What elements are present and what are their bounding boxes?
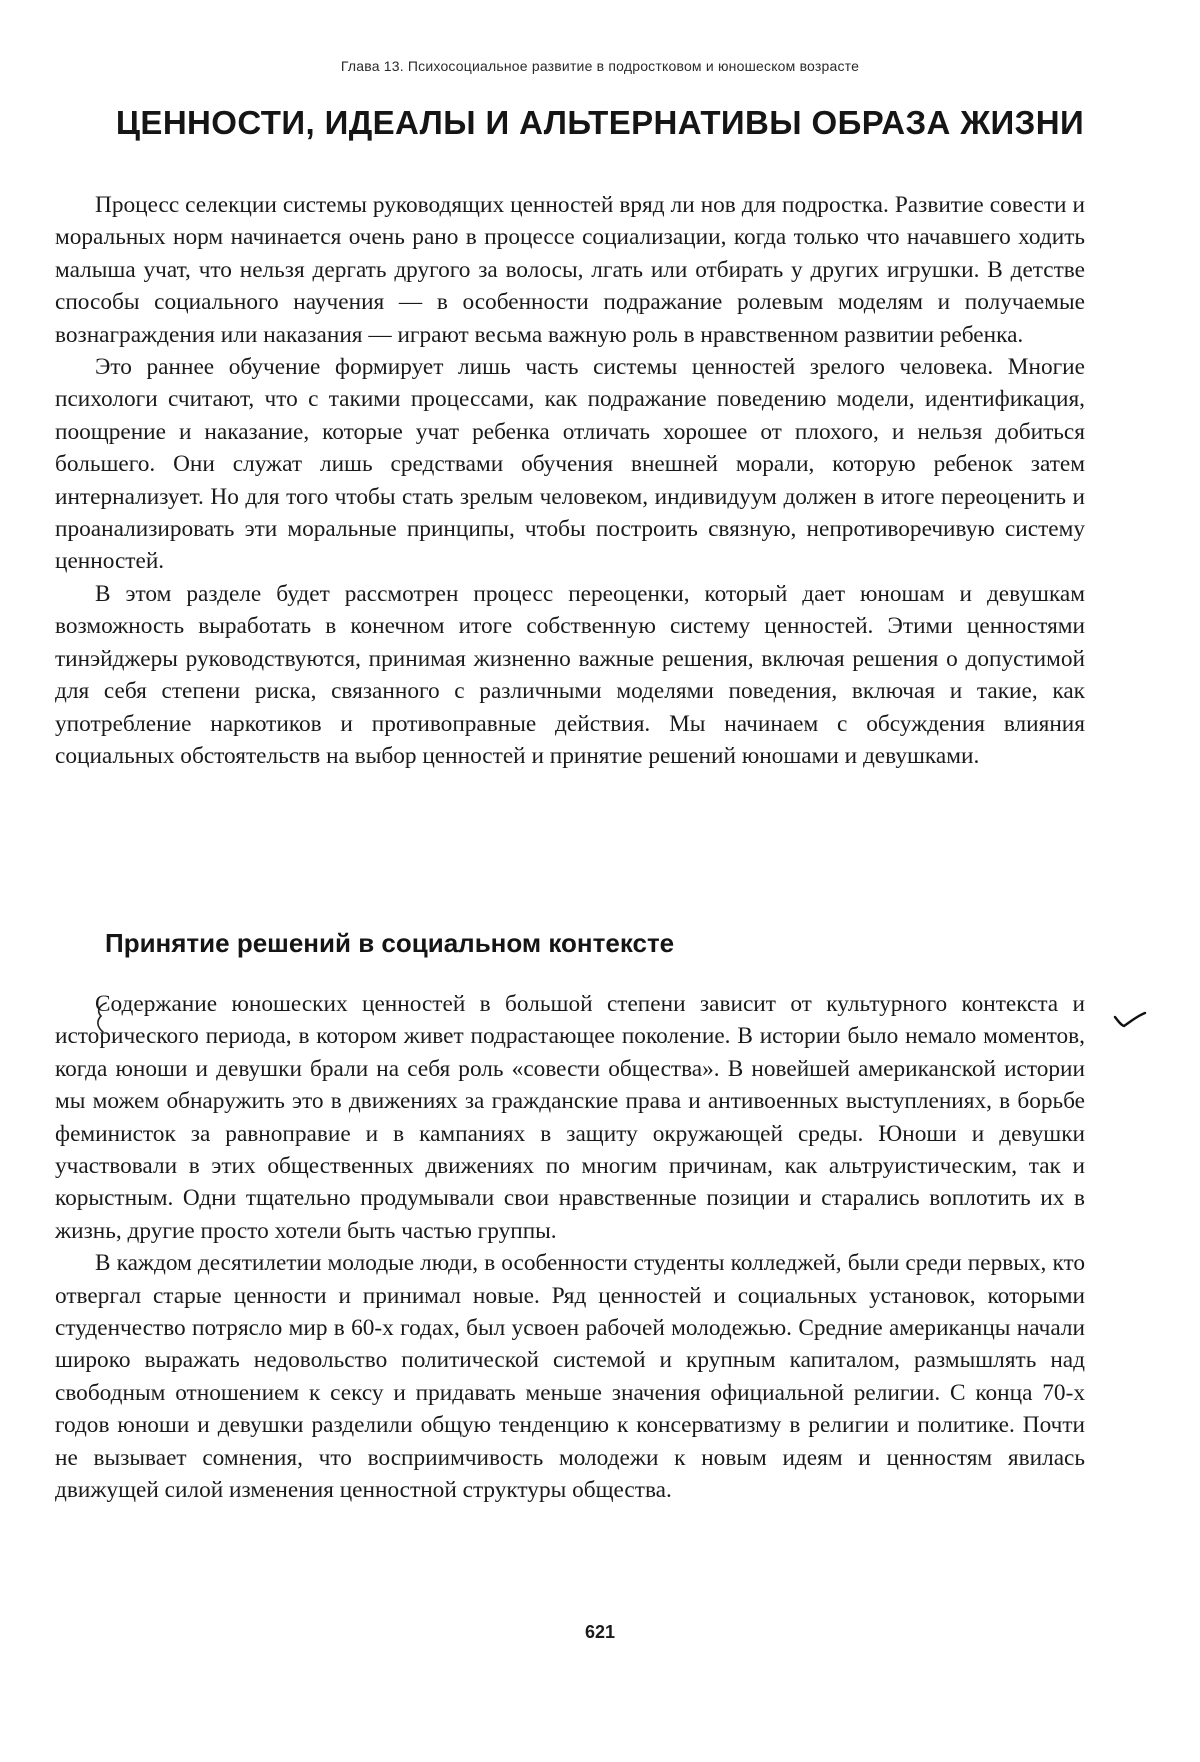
book-page — [0, 0, 1200, 1762]
paragraph: Это раннее обучение формирует лишь часть системы ценностей зрелого человека. Многие психологи считают, что с такими процессами, как подражание поведению модели, идентификация, поощрение и наказание, которые учат ребенка отличать хорошее от плохого, и нельзя добиться большего. Они служат лишь средствами обучения внешней морали, которую ребенок затем интернализует. Но для того чтобы стать зрелым человеком, индивидуум должен в итоге переоценить и проанализировать эти моральные принципы, чтобы построить связную, непротиворечивую систему ценностей. — [55, 351, 1085, 578]
paragraph: Содержание юношеских ценностей в большой степени зависит от культурного контекста и исторического периода, в котором живет подрастающее поколение. В истории было немало моментов, когда юноши и девушки брали на себя роль «совести общества». В новейшей американской истории мы можем обнаружить это в движениях за гражданские права и антивоенных выступлениях, в борьбе феминисток за равноправие и в кампаниях в защиту окружающей среды. Юноши и девушки участвовали в этих общественных движениях по многим причинам, как альтруистическим, так и корыстным. Одни тщательно продумывали свои нравственные позиции и старались воплотить их в жизнь, другие просто хотели быть частью группы. — [55, 988, 1085, 1247]
paragraph: В каждом десятилетии молодые люди, в особенности студенты колледжей, были среди первых, кто отвергал старые ценности и принимал новые. Ряд ценностей и социальных установок, которыми студенчество потрясло мир в 60-х годах, был усвоен рабочей молодежью. Средние американцы начали широко выражать недовольство политической системой и крупным капиталом, размышлять над свободным отношением к сексу и придавать меньше значения официальной религии. С конца 70-х годов юноши и девушки разделили общую тенденцию к консерватизму в религии и политике. Почти не вызывает сомнения, что восприимчивость молодежи к новым идеям и ценностям явилась движущей силой изменения ценностной структуры общества. — [55, 1247, 1085, 1506]
page-number: 621 — [0, 1622, 1200, 1643]
section-two-body — [55, 988, 1085, 1507]
paragraph: В этом разделе будет рассмотрен процесс переоценки, который дает юношам и девушкам возможность выработать в конечном итоге собственную систему ценностей. Этими ценностями тинэйджеры руководствуются, принимая жизненно важные решения, включая решения о допустимой для себя степени риска, связанного с различными моделями поведения, включая и такие, как употребление наркотиков и противоправные действия. Мы начинаем с обсуждения влияния социальных обстоятельств на выбор ценностей и принятие решений юношами и девушками. — [55, 578, 1085, 772]
chapter-title: ЦЕННОСТИ, ИДЕАЛЫ И АЛЬТЕРНАТИВЫ ОБРАЗА ЖИЗНИ — [100, 104, 1100, 142]
running-header: Глава 13. Психосоциальное развитие в подростковом и юношеском возрасте — [150, 58, 1050, 74]
handwritten-check-mark — [1112, 1008, 1148, 1030]
section-heading: Принятие решений в социальном контексте — [105, 928, 1005, 959]
section-one-body — [55, 189, 1085, 772]
paragraph: Процесс селекции системы руководящих ценностей вряд ли нов для подростка. Развитие совести и моральных норм начинается очень рано в процессе социализации, когда только что начавшего ходить малыша учат, что нельзя дергать другого за волосы, лгать или отбирать у других игрушки. В детстве способы социального научения — в особенности подражание ролевым моделям и получаемые вознаграждения или наказания — играют весьма важную роль в нравственном развитии ребенка. — [55, 189, 1085, 351]
